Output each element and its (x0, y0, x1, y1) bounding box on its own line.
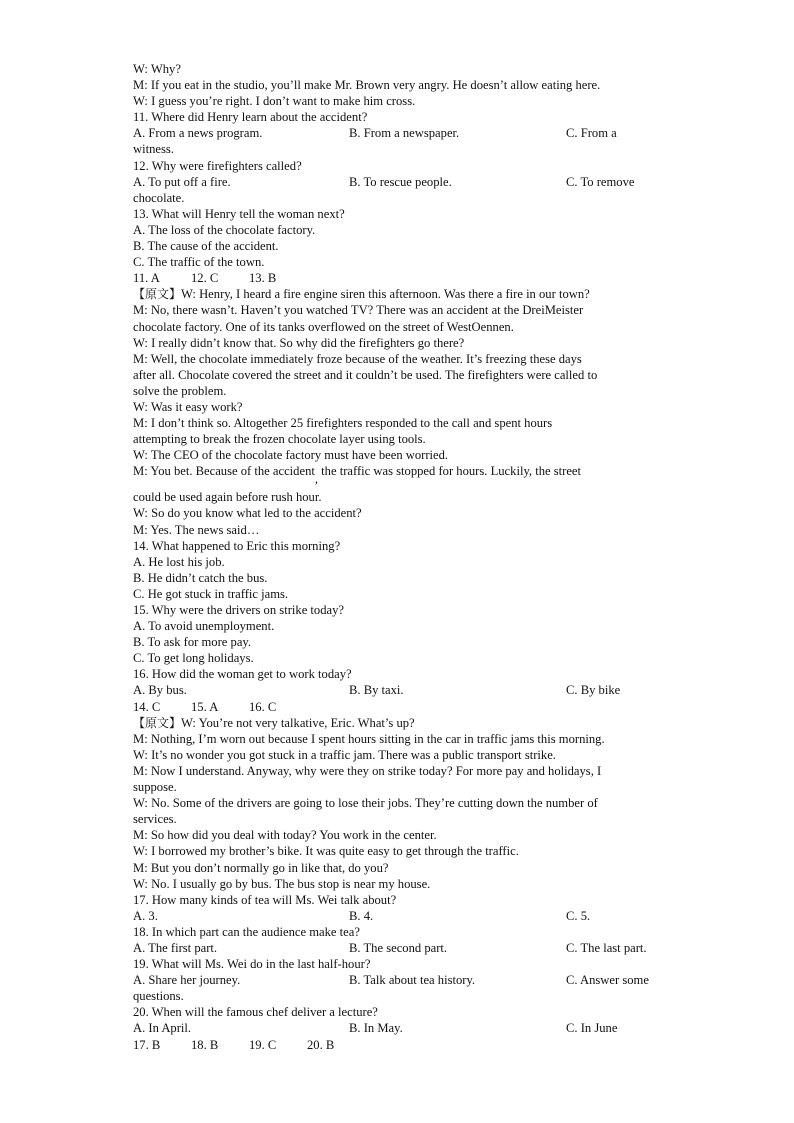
transcript-line: could be used again before rush hour. (133, 490, 322, 505)
dialog-line: W: I guess you’re right. I don’t want to make him cross. (133, 94, 416, 109)
question-20: 20. When will the famous chef deliver a lecture? (133, 1005, 378, 1020)
dialog-line: M: If you eat in the studio, you’ll make Mr. Brown very angry. He doesn’t allow eating here. (133, 78, 601, 93)
transcript-line: solve the problem. (133, 383, 227, 398)
option-a: A. To avoid unemployment. (133, 619, 275, 634)
transcript-line: chocolate factory. One of its tanks overflowed on the street of WestOennen. (133, 319, 514, 334)
answer: 20. B (307, 1037, 335, 1052)
option-b: B. The second part. (349, 940, 448, 955)
options-row (133, 940, 673, 956)
transcript-line: services. (133, 812, 177, 827)
option-a: A. In April. (133, 1021, 192, 1036)
answer: 18. B (191, 1037, 219, 1052)
transcript-line: M: Well, the chocolate immediately froze because of the weather. It’s freezing these days (133, 351, 582, 366)
transcript-line: M: Nothing, I’m worn out because I spent hours sitting in the car in traffic jams this morning. (133, 731, 605, 746)
option-a: A. To put off a fire. (133, 174, 231, 189)
transcript-line: W: No. I usually go by bus. The bus stop is near my house. (133, 876, 431, 891)
question-18: 18. In which part can the audience make tea? (133, 924, 360, 939)
option-b: B. In May. (349, 1021, 403, 1036)
option-c: C. He got stuck in traffic jams. (133, 586, 289, 601)
transcript-line: W: I really didn’t know that. So why did the firefighters go there? (133, 335, 465, 350)
option-a: A. 3. (133, 908, 158, 923)
transcript-tag: 【原文】 (133, 715, 182, 730)
option-b: B. From a newspaper. (349, 126, 460, 141)
option-c: C. In June (566, 1021, 618, 1036)
option-c: C. The traffic of the town. (133, 255, 265, 270)
option-c: C. The last part. (566, 940, 647, 955)
transcript-line: M: I don’t think so. Altogether 25 firefighters responded to the call and spent hours (133, 416, 553, 431)
option-continuation: chocolate. (133, 190, 185, 205)
question-13: 13. What will Henry tell the woman next? (133, 206, 345, 221)
transcript-text: M: You bet. Because of the accident (133, 464, 315, 479)
answer: 11. A (133, 271, 160, 286)
transcript-line: W: No. Some of the drivers are going to lose their jobs. They’re cutting down the number of (133, 796, 598, 811)
transcript-line: M: No, there wasn’t. Haven’t you watched TV? There was an accident at the DreiMeister (133, 303, 584, 318)
answer-key (133, 270, 673, 286)
option-b: B. Talk about tea history. (349, 973, 476, 988)
transcript-line: suppose. (133, 780, 177, 795)
option-c: C. 5. (566, 908, 591, 923)
question-11: 11. Where did Henry learn about the accident? (133, 110, 368, 125)
transcript-line: W: So do you know what led to the accident? (133, 506, 362, 521)
stray-comma: , (314, 472, 319, 487)
transcript-line (133, 715, 673, 731)
transcript-line: W: It’s no wonder you got stuck in a traffic jam. There was a public transport strike. (133, 747, 556, 762)
option-b: B. By taxi. (349, 683, 404, 698)
answer-key (133, 1037, 673, 1053)
option-a: A. The first part. (133, 940, 218, 955)
answer: 17. B (133, 1037, 161, 1052)
transcript-line: W: I borrowed my brother’s bike. It was quite easy to get through the traffic. (133, 844, 519, 859)
options-row (133, 1020, 673, 1036)
option-continuation: witness. (133, 142, 174, 157)
answer: 13. B (249, 271, 277, 286)
answer: 19. C (249, 1037, 277, 1052)
answer-key (133, 699, 673, 715)
transcript-line: W: The CEO of the chocolate factory must have been worried. (133, 448, 449, 463)
question-17: 17. How many kinds of tea will Ms. Wei talk about? (133, 892, 397, 907)
option-b: B. The cause of the accident. (133, 239, 279, 254)
options-row (133, 908, 673, 924)
option-c: C. To get long holidays. (133, 651, 254, 666)
options-row (133, 972, 673, 988)
answer: 12. C (191, 271, 219, 286)
question-15: 15. Why were the drivers on strike today? (133, 603, 345, 617)
document-page (133, 61, 673, 1053)
option-b: B. To rescue people. (349, 174, 452, 189)
option-b: B. To ask for more pay. (133, 635, 252, 650)
option-a: A. Share her journey. (133, 973, 241, 988)
transcript-text: W: You’re not very talkative, Eric. What’s up? (181, 715, 415, 730)
answer: 15. A (191, 699, 219, 714)
transcript-line (133, 286, 673, 302)
transcript-tag: 【原文】 (133, 287, 182, 302)
option-c: C. Answer some (566, 973, 649, 988)
question-19: 19. What will Ms. Wei do in the last half-hour? (133, 957, 371, 972)
transcript-text: the traffic was stopped for hours. Luckily, the street (318, 464, 582, 479)
transcript-line: attempting to break the frozen chocolate layer using tools. (133, 432, 426, 447)
question-14: 14. What happened to Eric this morning? (133, 538, 341, 553)
option-c: C. To remove (566, 174, 635, 189)
answer: 16. C (249, 699, 277, 714)
question-16: 16. How did the woman get to work today? (133, 667, 352, 682)
option-c: C. From a (566, 126, 617, 141)
answer: 14. C (133, 699, 161, 714)
option-b: B. 4. (349, 908, 374, 923)
option-continuation: questions. (133, 989, 184, 1004)
option-a: A. The loss of the chocolate factory. (133, 222, 316, 237)
option-c: C. By bike (566, 683, 621, 698)
options-row (133, 174, 673, 190)
transcript-line: M: Now I understand. Anyway, why were they on strike today? For more pay and holidays, I (133, 763, 602, 778)
option-b: B. He didn’t catch the bus. (133, 570, 268, 585)
dialog-line: W: Why? (133, 62, 181, 76)
transcript-text: W: Henry, I heard a fire engine siren this afternoon. Was there a fire in our town? (181, 287, 590, 302)
option-a: A. By bus. (133, 683, 187, 698)
transcript-line: M: But you don’t normally go in like that, do you? (133, 860, 389, 875)
option-a: A. He lost his job. (133, 554, 225, 569)
transcript-line: M: Yes. The news said… (133, 522, 260, 537)
transcript-line: M: So how did you deal with today? You work in the center. (133, 828, 437, 843)
question-12: 12. Why were firefighters called? (133, 158, 302, 173)
transcript-line (133, 463, 673, 489)
transcript-line: after all. Chocolate covered the street and it couldn’t be used. The firefighters were called to (133, 367, 598, 382)
option-a: A. From a news program. (133, 126, 263, 141)
options-row (133, 682, 673, 698)
options-row (133, 125, 673, 141)
transcript-line: W: Was it easy work? (133, 399, 243, 414)
